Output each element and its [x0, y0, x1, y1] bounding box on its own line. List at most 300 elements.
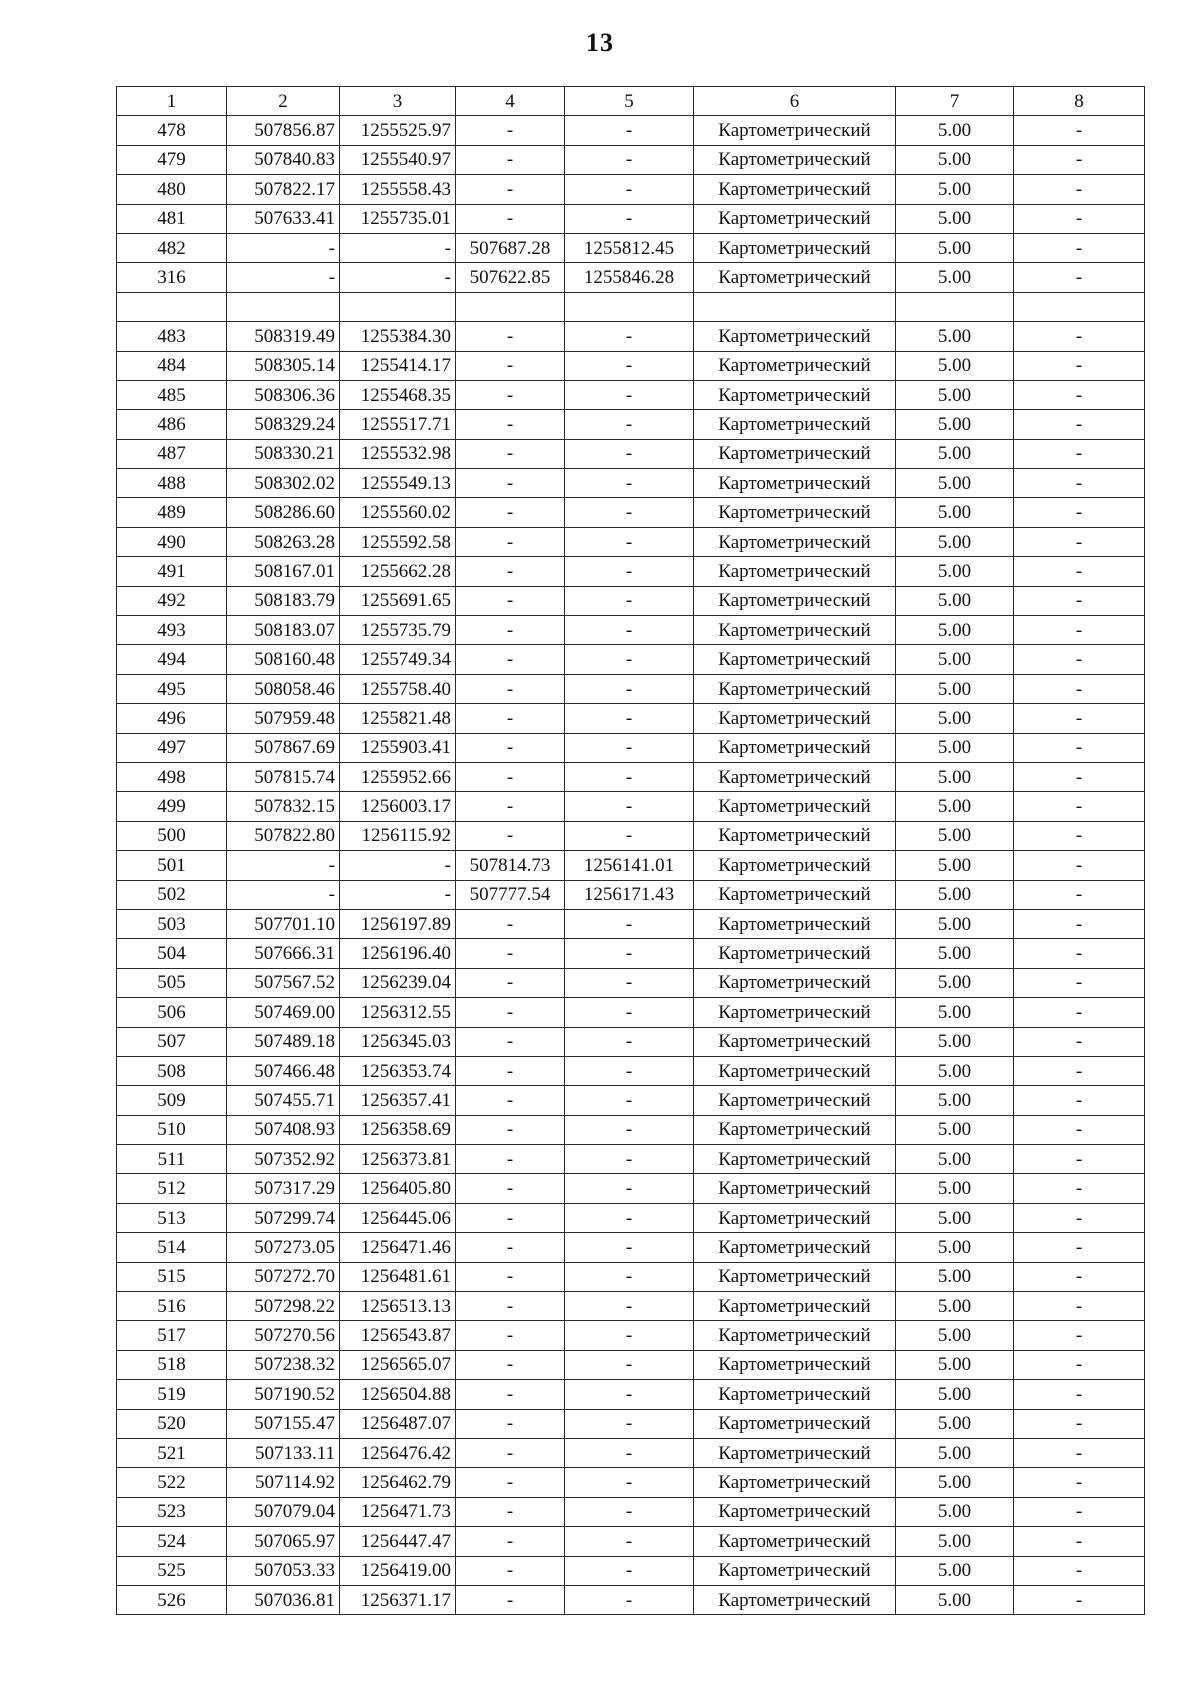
accuracy-cell: 5.00 — [896, 527, 1014, 556]
y-coord-cell: 1256345.03 — [340, 1027, 456, 1056]
y-new-cell: - — [565, 1086, 694, 1115]
y-coord-cell: 1255517.71 — [340, 410, 456, 439]
table-row — [117, 204, 1145, 233]
accuracy-cell: 5.00 — [896, 1027, 1014, 1056]
point-number-cell: 489 — [117, 498, 227, 527]
y-new-cell: - — [565, 704, 694, 733]
table-row — [117, 909, 1145, 938]
x-coord-cell: 507455.71 — [227, 1086, 340, 1115]
y-new-cell — [565, 292, 694, 321]
description-cell: - — [1014, 263, 1145, 292]
y-coord-cell: 1256373.81 — [340, 1145, 456, 1174]
column-header: 6 — [694, 87, 896, 116]
description-cell: - — [1014, 1115, 1145, 1144]
method-cell: Картометрический — [694, 1556, 896, 1585]
y-coord-cell: 1255532.98 — [340, 439, 456, 468]
y-coord-cell: 1255758.40 — [340, 674, 456, 703]
description-cell: - — [1014, 1292, 1145, 1321]
table-row — [117, 1203, 1145, 1232]
accuracy-cell: 5.00 — [896, 1321, 1014, 1350]
accuracy-cell: 5.00 — [896, 145, 1014, 174]
y-coord-cell: 1256196.40 — [340, 939, 456, 968]
table-row — [117, 821, 1145, 850]
point-number-cell: 503 — [117, 909, 227, 938]
accuracy-cell: 5.00 — [896, 1527, 1014, 1556]
y-new-cell: - — [565, 1556, 694, 1585]
point-number-cell: 490 — [117, 527, 227, 556]
description-cell: - — [1014, 410, 1145, 439]
y-new-cell: - — [565, 1056, 694, 1085]
y-new-cell: - — [565, 1585, 694, 1614]
y-new-cell: - — [565, 351, 694, 380]
y-new-cell: - — [565, 1115, 694, 1144]
y-new-cell: - — [565, 1350, 694, 1379]
description-cell: - — [1014, 498, 1145, 527]
accuracy-cell: 5.00 — [896, 733, 1014, 762]
method-cell: Картометрический — [694, 322, 896, 351]
x-coord-cell: 508305.14 — [227, 351, 340, 380]
column-header: 8 — [1014, 87, 1145, 116]
accuracy-cell: 5.00 — [896, 1585, 1014, 1614]
description-cell: - — [1014, 439, 1145, 468]
x-coord-cell: 507469.00 — [227, 998, 340, 1027]
x-coord-cell: 507299.74 — [227, 1203, 340, 1232]
method-cell: Картометрический — [694, 204, 896, 233]
y-new-cell: - — [565, 557, 694, 586]
method-cell: Картометрический — [694, 792, 896, 821]
table-row — [117, 1174, 1145, 1203]
y-coord-cell: - — [340, 851, 456, 880]
table-row — [117, 645, 1145, 674]
method-cell: Картометрический — [694, 1262, 896, 1291]
x-new-cell: - — [456, 586, 565, 615]
method-cell: Картометрический — [694, 233, 896, 262]
description-cell: - — [1014, 1233, 1145, 1262]
method-cell: Картометрический — [694, 851, 896, 880]
x-new-cell: - — [456, 1556, 565, 1585]
x-coord-cell: 507867.69 — [227, 733, 340, 762]
table-row — [117, 469, 1145, 498]
x-coord-cell: 507489.18 — [227, 1027, 340, 1056]
accuracy-cell: 5.00 — [896, 1056, 1014, 1085]
point-number-cell: 478 — [117, 116, 227, 145]
y-coord-cell: - — [340, 263, 456, 292]
x-new-cell: - — [456, 175, 565, 204]
method-cell: Картометрический — [694, 1145, 896, 1174]
y-new-cell: - — [565, 1468, 694, 1497]
y-coord-cell: 1256371.17 — [340, 1585, 456, 1614]
description-cell: - — [1014, 175, 1145, 204]
point-number-cell: 516 — [117, 1292, 227, 1321]
accuracy-cell: 5.00 — [896, 792, 1014, 821]
y-new-cell: - — [565, 1233, 694, 1262]
description-cell: - — [1014, 1468, 1145, 1497]
point-number-cell: 494 — [117, 645, 227, 674]
method-cell — [694, 292, 896, 321]
point-number-cell: 522 — [117, 1468, 227, 1497]
x-new-cell: - — [456, 322, 565, 351]
accuracy-cell: 5.00 — [896, 410, 1014, 439]
x-coord-cell: 507079.04 — [227, 1497, 340, 1526]
column-header: 2 — [227, 87, 340, 116]
x-coord-cell: 508058.46 — [227, 674, 340, 703]
accuracy-cell: 5.00 — [896, 1262, 1014, 1291]
description-cell: - — [1014, 821, 1145, 850]
x-coord-cell: 507065.97 — [227, 1527, 340, 1556]
y-coord-cell: 1255952.66 — [340, 762, 456, 791]
point-number-cell: 513 — [117, 1203, 227, 1232]
description-cell: - — [1014, 145, 1145, 174]
description-cell: - — [1014, 645, 1145, 674]
table-row — [117, 1262, 1145, 1291]
y-coord-cell: 1255560.02 — [340, 498, 456, 527]
description-cell: - — [1014, 1027, 1145, 1056]
y-coord-cell: 1256462.79 — [340, 1468, 456, 1497]
table-row — [117, 439, 1145, 468]
table-row — [117, 351, 1145, 380]
y-new-cell: - — [565, 616, 694, 645]
description-cell: - — [1014, 527, 1145, 556]
y-new-cell: - — [565, 116, 694, 145]
x-coord-cell: 507352.92 — [227, 1145, 340, 1174]
x-new-cell: - — [456, 1497, 565, 1526]
description-cell: - — [1014, 557, 1145, 586]
x-coord-cell: 507856.87 — [227, 116, 340, 145]
x-new-cell: - — [456, 762, 565, 791]
x-coord-cell: - — [227, 233, 340, 262]
y-new-cell: - — [565, 674, 694, 703]
table-row — [117, 557, 1145, 586]
y-new-cell: - — [565, 1203, 694, 1232]
table-row — [117, 233, 1145, 262]
description-cell: - — [1014, 1056, 1145, 1085]
point-number-cell: 518 — [117, 1350, 227, 1379]
x-new-cell: 507814.73 — [456, 851, 565, 880]
accuracy-cell: 5.00 — [896, 1145, 1014, 1174]
x-new-cell: - — [456, 351, 565, 380]
table-row — [117, 1350, 1145, 1379]
accuracy-cell: 5.00 — [896, 674, 1014, 703]
x-new-cell: - — [456, 1585, 565, 1614]
x-new-cell: - — [456, 939, 565, 968]
method-cell: Картометрический — [694, 616, 896, 645]
table-row — [117, 1086, 1145, 1115]
y-coord-cell: - — [340, 233, 456, 262]
table-row — [117, 616, 1145, 645]
y-new-cell: - — [565, 1497, 694, 1526]
description-cell: - — [1014, 704, 1145, 733]
y-new-cell: 1255812.45 — [565, 233, 694, 262]
y-coord-cell: 1256358.69 — [340, 1115, 456, 1144]
table-row — [117, 762, 1145, 791]
method-cell: Картометрический — [694, 439, 896, 468]
method-cell: Картометрический — [694, 1203, 896, 1232]
table-row — [117, 1292, 1145, 1321]
point-number-cell: 525 — [117, 1556, 227, 1585]
table-row — [117, 792, 1145, 821]
x-new-cell: - — [456, 792, 565, 821]
accuracy-cell: 5.00 — [896, 968, 1014, 997]
point-number-cell: 487 — [117, 439, 227, 468]
x-new-cell: - — [456, 1527, 565, 1556]
table-row — [117, 1056, 1145, 1085]
method-cell: Картометрический — [694, 939, 896, 968]
x-new-cell: - — [456, 704, 565, 733]
x-coord-cell: 507466.48 — [227, 1056, 340, 1085]
description-cell: - — [1014, 351, 1145, 380]
point-number-cell: 496 — [117, 704, 227, 733]
description-cell: - — [1014, 1527, 1145, 1556]
x-new-cell: - — [456, 1321, 565, 1350]
y-coord-cell: 1255821.48 — [340, 704, 456, 733]
method-cell: Картометрический — [694, 1056, 896, 1085]
method-cell: Картометрический — [694, 351, 896, 380]
description-cell: - — [1014, 1409, 1145, 1438]
accuracy-cell: 5.00 — [896, 939, 1014, 968]
description-cell: - — [1014, 469, 1145, 498]
x-coord-cell: 507701.10 — [227, 909, 340, 938]
point-number-cell: 505 — [117, 968, 227, 997]
accuracy-cell: 5.00 — [896, 1086, 1014, 1115]
x-coord-cell: 507270.56 — [227, 1321, 340, 1350]
accuracy-cell: 5.00 — [896, 998, 1014, 1027]
accuracy-cell: 5.00 — [896, 469, 1014, 498]
accuracy-cell: 5.00 — [896, 909, 1014, 938]
description-cell: - — [1014, 880, 1145, 909]
point-number-cell: 499 — [117, 792, 227, 821]
method-cell: Картометрический — [694, 1468, 896, 1497]
accuracy-cell: 5.00 — [896, 557, 1014, 586]
method-cell: Картометрический — [694, 469, 896, 498]
method-cell: Картометрический — [694, 1321, 896, 1350]
x-new-cell: 507777.54 — [456, 880, 565, 909]
x-new-cell: 507687.28 — [456, 233, 565, 262]
accuracy-cell: 5.00 — [896, 821, 1014, 850]
table-row — [117, 1556, 1145, 1585]
column-header: 5 — [565, 87, 694, 116]
description-cell: - — [1014, 1321, 1145, 1350]
method-cell: Картометрический — [694, 1174, 896, 1203]
point-number-cell: 511 — [117, 1145, 227, 1174]
y-new-cell: - — [565, 1380, 694, 1409]
table-row — [117, 586, 1145, 615]
x-new-cell: 507622.85 — [456, 263, 565, 292]
y-coord-cell: 1256115.92 — [340, 821, 456, 850]
table-row — [117, 1115, 1145, 1144]
method-cell: Картометрический — [694, 263, 896, 292]
x-coord-cell: 507815.74 — [227, 762, 340, 791]
y-new-cell: 1256141.01 — [565, 851, 694, 880]
x-new-cell: - — [456, 1027, 565, 1056]
table-row — [117, 1321, 1145, 1350]
accuracy-cell: 5.00 — [896, 439, 1014, 468]
y-coord-cell: 1256504.88 — [340, 1380, 456, 1409]
x-coord-cell: 508329.24 — [227, 410, 340, 439]
point-number-cell: 524 — [117, 1527, 227, 1556]
table-row — [117, 851, 1145, 880]
description-cell: - — [1014, 1585, 1145, 1614]
accuracy-cell: 5.00 — [896, 1468, 1014, 1497]
point-number-cell — [117, 292, 227, 321]
point-number-cell: 517 — [117, 1321, 227, 1350]
description-cell: - — [1014, 792, 1145, 821]
accuracy-cell: 5.00 — [896, 616, 1014, 645]
method-cell: Картометрический — [694, 116, 896, 145]
point-number-cell: 480 — [117, 175, 227, 204]
method-cell: Картометрический — [694, 586, 896, 615]
table-row — [117, 380, 1145, 409]
point-number-cell: 500 — [117, 821, 227, 850]
x-new-cell: - — [456, 1203, 565, 1232]
y-coord-cell: 1255662.28 — [340, 557, 456, 586]
point-number-cell: 501 — [117, 851, 227, 880]
x-new-cell: - — [456, 1086, 565, 1115]
y-coord-cell: 1255468.35 — [340, 380, 456, 409]
description-cell: - — [1014, 762, 1145, 791]
method-cell: Картометрический — [694, 1086, 896, 1115]
accuracy-cell: 5.00 — [896, 322, 1014, 351]
accuracy-cell: 5.00 — [896, 498, 1014, 527]
x-new-cell: - — [456, 439, 565, 468]
point-number-cell: 497 — [117, 733, 227, 762]
table-row — [117, 1380, 1145, 1409]
method-cell: Картометрический — [694, 380, 896, 409]
method-cell: Картометрический — [694, 674, 896, 703]
accuracy-cell: 5.00 — [896, 1203, 1014, 1232]
x-coord-cell: 507822.80 — [227, 821, 340, 850]
y-new-cell: - — [565, 439, 694, 468]
y-new-cell: - — [565, 1438, 694, 1467]
table-row — [117, 880, 1145, 909]
x-coord-cell: - — [227, 263, 340, 292]
table-body — [117, 116, 1145, 1615]
y-new-cell: - — [565, 733, 694, 762]
description-cell: - — [1014, 674, 1145, 703]
description-cell: - — [1014, 204, 1145, 233]
point-number-cell: 479 — [117, 145, 227, 174]
x-coord-cell: 508183.07 — [227, 616, 340, 645]
method-cell: Картометрический — [694, 880, 896, 909]
method-cell: Картометрический — [694, 1292, 896, 1321]
y-coord-cell: 1255414.17 — [340, 351, 456, 380]
description-cell: - — [1014, 116, 1145, 145]
table-row — [117, 1468, 1145, 1497]
method-cell: Картометрический — [694, 557, 896, 586]
x-coord-cell: 507666.31 — [227, 939, 340, 968]
table-row — [117, 1145, 1145, 1174]
y-coord-cell: 1256357.41 — [340, 1086, 456, 1115]
table-row — [117, 1233, 1145, 1262]
accuracy-cell: 5.00 — [896, 204, 1014, 233]
description-cell: - — [1014, 998, 1145, 1027]
y-coord-cell: 1255735.79 — [340, 616, 456, 645]
x-coord-cell: - — [227, 851, 340, 880]
x-coord-cell: 507408.93 — [227, 1115, 340, 1144]
point-number-cell: 485 — [117, 380, 227, 409]
y-coord-cell: 1256312.55 — [340, 998, 456, 1027]
method-cell: Картометрический — [694, 1350, 896, 1379]
y-new-cell: - — [565, 909, 694, 938]
x-coord-cell: 507272.70 — [227, 1262, 340, 1291]
method-cell: Картометрический — [694, 1438, 896, 1467]
x-coord-cell: 507840.83 — [227, 145, 340, 174]
x-new-cell: - — [456, 1409, 565, 1438]
table-row — [117, 145, 1145, 174]
point-number-cell: 495 — [117, 674, 227, 703]
description-cell: - — [1014, 616, 1145, 645]
x-new-cell: - — [456, 821, 565, 850]
x-new-cell: - — [456, 469, 565, 498]
y-new-cell: - — [565, 998, 694, 1027]
table-row — [117, 968, 1145, 997]
table-row — [117, 704, 1145, 733]
method-cell: Картометрический — [694, 821, 896, 850]
y-new-cell: - — [565, 1409, 694, 1438]
y-coord-cell: 1255903.41 — [340, 733, 456, 762]
accuracy-cell: 5.00 — [896, 586, 1014, 615]
table-row — [117, 998, 1145, 1027]
y-new-cell: - — [565, 527, 694, 556]
description-cell: - — [1014, 233, 1145, 262]
y-coord-cell: 1256197.89 — [340, 909, 456, 938]
point-number-cell: 526 — [117, 1585, 227, 1614]
x-coord-cell — [227, 292, 340, 321]
x-coord-cell: 507114.92 — [227, 1468, 340, 1497]
y-new-cell: - — [565, 498, 694, 527]
y-coord-cell: 1256476.42 — [340, 1438, 456, 1467]
method-cell: Картометрический — [694, 762, 896, 791]
description-cell: - — [1014, 1086, 1145, 1115]
x-coord-cell: 507832.15 — [227, 792, 340, 821]
y-coord-cell: 1256565.07 — [340, 1350, 456, 1379]
description-cell: - — [1014, 1203, 1145, 1232]
y-new-cell: - — [565, 968, 694, 997]
description-cell: - — [1014, 1380, 1145, 1409]
x-coord-cell: 508160.48 — [227, 645, 340, 674]
table-row — [117, 498, 1145, 527]
accuracy-cell: 5.00 — [896, 233, 1014, 262]
x-coord-cell: 507238.32 — [227, 1350, 340, 1379]
x-new-cell: - — [456, 380, 565, 409]
x-coord-cell: 508330.21 — [227, 439, 340, 468]
method-cell: Картометрический — [694, 1380, 896, 1409]
point-number-cell: 502 — [117, 880, 227, 909]
method-cell: Картометрический — [694, 733, 896, 762]
y-coord-cell: 1255384.30 — [340, 322, 456, 351]
table-row — [117, 1527, 1145, 1556]
y-coord-cell: 1256481.61 — [340, 1262, 456, 1291]
accuracy-cell: 5.00 — [896, 1350, 1014, 1379]
accuracy-cell: 5.00 — [896, 1438, 1014, 1467]
y-new-cell: - — [565, 792, 694, 821]
accuracy-cell: 5.00 — [896, 1380, 1014, 1409]
accuracy-cell: 5.00 — [896, 645, 1014, 674]
y-new-cell: - — [565, 380, 694, 409]
x-new-cell: - — [456, 674, 565, 703]
x-new-cell: - — [456, 645, 565, 674]
point-number-cell: 514 — [117, 1233, 227, 1262]
method-cell: Картометрический — [694, 145, 896, 174]
method-cell: Картометрический — [694, 1027, 896, 1056]
method-cell: Картометрический — [694, 1585, 896, 1614]
description-cell: - — [1014, 1174, 1145, 1203]
coordinates-table — [116, 86, 1145, 1615]
page-number: 13 — [586, 28, 614, 57]
method-cell: Картометрический — [694, 498, 896, 527]
x-coord-cell: 507190.52 — [227, 1380, 340, 1409]
y-new-cell: - — [565, 1262, 694, 1291]
column-header: 4 — [456, 87, 565, 116]
